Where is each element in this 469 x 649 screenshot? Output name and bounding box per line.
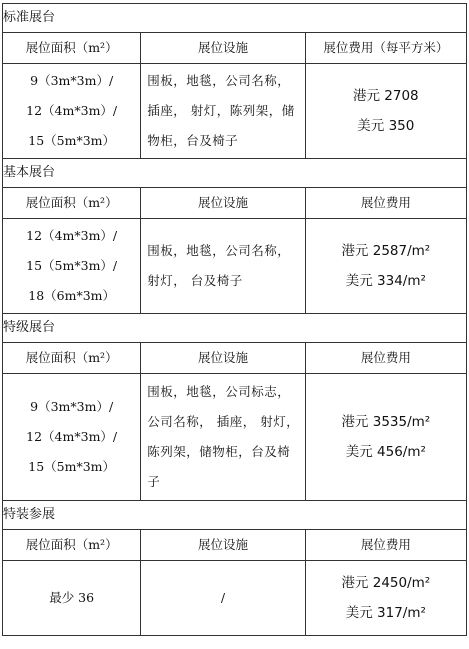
- facility-line: 围板，地毯，公司名称，: [147, 243, 291, 258]
- fee-cell: [305, 219, 466, 314]
- fee-hkd: 港元 2587/m²: [341, 243, 431, 259]
- size-line: 12（4m*3m）/: [26, 103, 118, 118]
- facilities-cell: /: [141, 561, 305, 636]
- header-fee: 展位费用: [305, 343, 466, 374]
- facility-line: 插座， 射灯，陈列架，储: [147, 103, 295, 118]
- size-line: 15（5m*3m）/: [26, 258, 118, 273]
- header-row: [3, 188, 467, 219]
- section-title-row: [3, 4, 467, 33]
- size-line: 9（3m*3m）/: [30, 73, 114, 88]
- facilities-cell: [141, 64, 305, 159]
- section-title-row: [3, 501, 467, 530]
- size-line: 12（4m*3m）/: [26, 228, 118, 243]
- size-line: 15（5m*3m）: [28, 133, 116, 148]
- header-size: 展位面积（m²）: [3, 188, 141, 219]
- fee-hkd: 港元 2708: [352, 88, 419, 104]
- facility-line: 陈列架，储物柜，台及椅: [147, 444, 291, 459]
- table-row: [3, 219, 467, 314]
- size-cell: [3, 219, 141, 314]
- header-size: 展位面积（m²）: [3, 33, 141, 64]
- header-facilities: 展位设施: [141, 343, 305, 374]
- header-fee: 展位费用: [305, 530, 466, 561]
- fee-cell: [305, 64, 466, 159]
- section-title-row: [3, 314, 467, 343]
- header-facilities: 展位设施: [141, 33, 305, 64]
- facility-line: 子: [147, 474, 161, 489]
- fee-usd: 美元 334/m²: [345, 273, 426, 289]
- section-title-row: [3, 159, 467, 188]
- fee-cell: [305, 374, 466, 501]
- section-title: 基本展台: [3, 159, 467, 188]
- size-cell: [3, 64, 141, 159]
- facility-line: 物柜，台及椅子: [147, 133, 239, 148]
- fee-usd: 美元 317/m²: [345, 605, 426, 621]
- facilities-cell: [141, 374, 305, 501]
- size-cell: [3, 374, 141, 501]
- fee-usd: 美元 350: [357, 118, 415, 134]
- fee-usd: 美元 456/m²: [345, 444, 426, 460]
- facility-line: 围板，地毯，公司标志，: [147, 384, 291, 399]
- section-title: 特装参展: [3, 501, 467, 530]
- header-fee: 展位费用（每平方米）: [305, 33, 466, 64]
- header-facilities: 展位设施: [141, 188, 305, 219]
- section-title: 标准展台: [3, 4, 467, 33]
- header-row: [3, 343, 467, 374]
- table-row: [3, 374, 467, 501]
- fee-cell: [305, 561, 466, 636]
- size-line: 15（5m*3m）: [28, 459, 116, 474]
- size-line: 12（4m*3m）/: [26, 429, 118, 444]
- header-fee: 展位费用: [305, 188, 466, 219]
- facilities-cell: [141, 219, 305, 314]
- header-facilities: 展位设施: [141, 530, 305, 561]
- section-title: 特级展台: [3, 314, 467, 343]
- header-row: [3, 530, 467, 561]
- header-size: 展位面积（m²）: [3, 343, 141, 374]
- header-size: 展位面积（m²）: [3, 530, 141, 561]
- fee-hkd: 港元 3535/m²: [341, 414, 431, 430]
- table-row: [3, 64, 467, 159]
- table-row: [3, 561, 467, 636]
- size-line: 9（3m*3m）/: [30, 399, 114, 414]
- fee-hkd: 港元 2450/m²: [341, 575, 431, 591]
- size-line: 18（6m*3m）: [28, 288, 116, 303]
- facility-line: 围板，地毯，公司名称，: [147, 73, 291, 88]
- facility-line: 公司名称， 插座， 射灯，: [147, 414, 300, 429]
- booth-fee-table: [2, 3, 467, 636]
- facility-line: 射灯， 台及椅子: [147, 273, 243, 288]
- size-cell: 最少 36: [3, 561, 141, 636]
- header-row: [3, 33, 467, 64]
